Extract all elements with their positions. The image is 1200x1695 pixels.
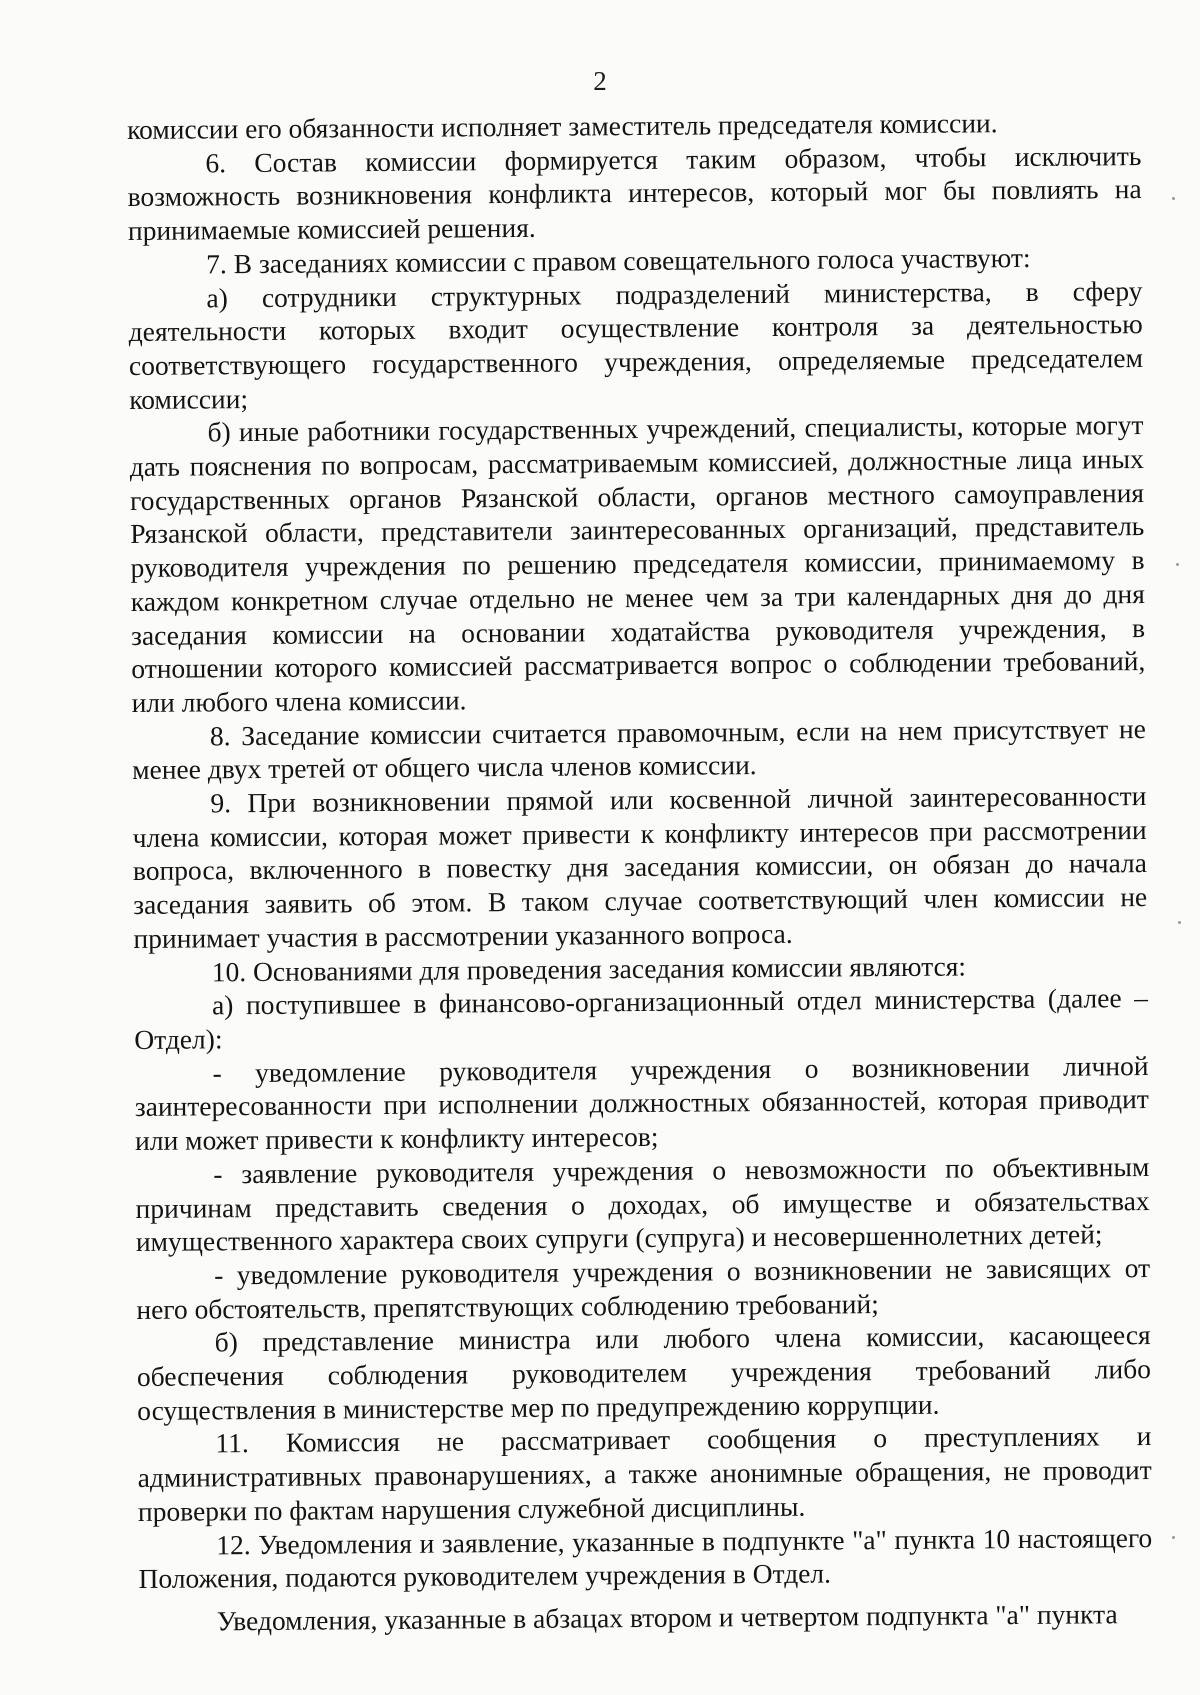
paragraph-item-10a-statement: - заявление руководителя учреждения о невозможности по объективным причинам представить сведения о доходах, об имуществе и обязательствах имущественного характера своих супруги (супруга) и несовершеннолетних детей; (135, 1150, 1150, 1258)
paragraph-item-8: 8. Заседание комиссии считается правомочным, если на нем присутствует не менее двух третей от общего числа членов комиссии. (132, 712, 1146, 786)
paragraph-item-7: 7. В заседаниях комиссии с правом совещательного голоса участвуют: (206, 241, 1031, 280)
scan-speck (1178, 921, 1181, 924)
page-number: 2 (593, 66, 607, 96)
paragraph-item-10a: а) поступившее в финансово-организационный отдел министерства (далее – Отдел): (134, 982, 1149, 1055)
paragraph-continuation: комиссии его обязанности исполняет заместитель председателя комиссии. (127, 107, 998, 145)
paragraph-item-7a: а) сотрудники структурных подразделений министерства, в сферу деятельности которых входит осуществление контроля за деятельностью соответствующего государственного учреждения, определяемые председателем комиссии; (128, 274, 1144, 415)
paragraph-item-10b: б) представление министра или любого члена комиссии, касающееся обеспечения соблюдения руководителем учреждения требований либо осуществления в министерстве мер по предупреждению коррупции. (136, 1319, 1152, 1426)
scan-speck (1172, 197, 1175, 200)
paragraph-item-9: 9. При возникновении прямой или косвенной личной заинтересованности члена комиссии, которая может привести к конфликту интересов при рассмотрении вопроса, включенного в повестку дня заседания комиссии, он обязан до начала заседания заявить об этом. В таком случае соответствующий член комиссии не принимает участия в рассмотрении указанного вопроса. (132, 780, 1148, 954)
paragraph-item-7b: б) иные работники государственных учреждений, специалисты, которые могут дать пояснения по вопросам, рассматриваемым комиссией, должностные лица иных государственных органов Рязанской области, органов местного самоуправления Рязанской области, представители заинтересованных организаций, представитель руководителя учреждения по решению председателя комиссии, принимаемому в каждом конкретном случае отдельно не менее чем за три календарных дня до дня заседания комиссии на основании ходатайства руководителя учреждения, в отношении которого комиссией рассматривается вопрос о соблюдении требований, или любого члена комиссии. (129, 409, 1146, 718)
paragraph-item-12-continuation: Уведомления, указанные в абзацах втором и четвертом подпункта "а" пункта (216, 1598, 1118, 1637)
paragraph-item-6: 6. Состав комиссии формируется таким образом, чтобы исключить возможность возникновения конфликта интересов, который мог бы повлиять на принимаемые комиссией решения. (127, 139, 1142, 247)
scan-speck (1176, 563, 1179, 566)
document-body (127, 105, 1153, 1639)
paragraph-item-11: 11. Комиссия не рассматривает сообщения о преступлениях и административных правонарушениях, а также анонимные обращения, не проводит проверки по фактам нарушения служебной дисциплины. (137, 1420, 1152, 1527)
paragraph-item-10a-notice: - уведомление руководителя учреждения о возникновении личной заинтересованности при исполнении должностных обязанностей, которая приводит или может привести к конфликту интересов; (134, 1049, 1149, 1157)
scan-speck (1172, 1536, 1175, 1539)
paragraph-item-12: 12. Уведомления и заявление, указанные в подпункте "а" пункта 10 настоящего Положения, подаются руководителем учреждения в Отдел. (138, 1521, 1153, 1595)
paragraph-item-10: 10. Основаниями для проведения заседания комиссии являются: (211, 950, 967, 987)
paragraph-item-10a-circumstances: - уведомление руководителя учреждения о возникновении не зависящих от него обстоятельств, препятствующих соблюдению требований; (136, 1251, 1151, 1325)
